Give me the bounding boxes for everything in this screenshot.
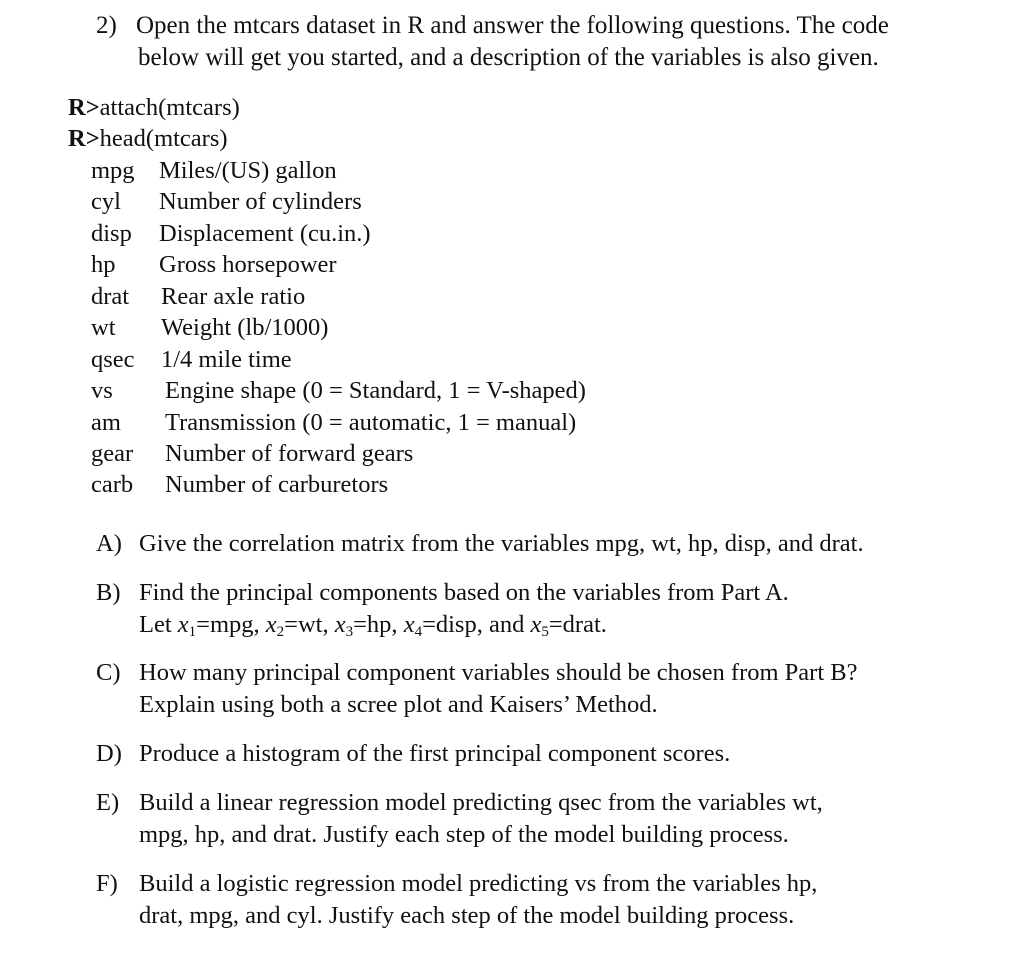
variable-assignment: =hp,: [353, 611, 404, 638]
variable-assignment: =wt,: [284, 611, 335, 638]
variable-assignment: =disp, and: [422, 611, 531, 638]
r-command-head: [68, 123, 228, 155]
variable-description: Displacement (cu.in.): [159, 220, 371, 247]
question-text: Explain using both a scree plot and Kaisers’ Method.: [139, 691, 658, 718]
problem-intro-line-1: Open the mtcars dataset in R and answer the following questions. The code: [136, 12, 889, 39]
question-text: mpg, hp, and drat. Justify each step of the model building process.: [139, 821, 789, 848]
r-command-attach: [68, 92, 240, 124]
question-letter: E): [96, 789, 120, 816]
r-command-text: head(mtcars): [99, 125, 228, 152]
variable-name: hp: [91, 251, 116, 278]
variable-name: wt: [91, 314, 116, 341]
variable-symbol: x: [530, 611, 542, 638]
variable-description: Number of carburetors: [165, 471, 389, 498]
question-text: drat, mpg, and cyl. Justify each step of the model building process.: [139, 902, 795, 929]
variable-name: vs: [91, 377, 113, 404]
variable-description: Miles/(US) gallon: [159, 157, 337, 184]
variable-name: drat: [91, 283, 130, 310]
variable-description: 1/4 mile time: [161, 346, 292, 373]
variable-description: Weight (lb/1000): [161, 314, 329, 341]
variable-description: Rear axle ratio: [161, 283, 306, 310]
variable-subscript: 3: [345, 624, 354, 640]
variable-symbol: x: [265, 611, 277, 638]
question-letter: A): [96, 530, 122, 557]
variable-name: cyl: [91, 188, 121, 215]
variable-subscript: 1: [188, 624, 197, 640]
question-text: Build a linear regression model predicting qsec from the variables wt,: [139, 789, 823, 816]
variable-subscript: 2: [276, 624, 285, 640]
problem-number: 2): [96, 12, 117, 39]
variable-subscript: 5: [541, 624, 549, 640]
variable-symbol: x: [177, 611, 189, 638]
question-text: Produce a histogram of the first principal component scores.: [139, 740, 731, 767]
variable-assignment: =drat.: [548, 611, 607, 638]
variable-symbol: x: [403, 611, 415, 638]
question-text: How many principal component variables should be chosen from Part B?: [139, 659, 858, 686]
question-variable-definitions: [139, 609, 607, 641]
variable-symbol: x: [334, 611, 346, 638]
variable-assignment: =mpg,: [196, 611, 266, 638]
variable-description: Number of forward gears: [165, 440, 414, 467]
question-text: Find the principal components based on the variables from Part A.: [139, 579, 789, 606]
question-text: Build a logistic regression model predicting vs from the variables hp,: [139, 870, 818, 897]
variable-description: Gross horsepower: [159, 251, 337, 278]
question-letter: D): [96, 740, 122, 767]
question-letter: B): [96, 579, 121, 606]
variable-description: Number of cylinders: [159, 188, 362, 215]
variable-name: disp: [91, 220, 132, 247]
problem-intro-line-2: below will get you started, and a description of the variables is also given.: [138, 44, 879, 71]
variable-name: qsec: [91, 346, 135, 373]
question-letter: F): [96, 870, 118, 897]
variable-name: am: [91, 409, 121, 436]
variable-name: gear: [91, 440, 134, 467]
r-command-text: attach(mtcars): [99, 94, 240, 121]
variable-description: Engine shape (0 = Standard, 1 = V-shaped): [165, 377, 586, 404]
r-prompt: R>: [68, 125, 100, 152]
variable-name: carb: [91, 471, 134, 498]
variable-name: mpg: [91, 157, 135, 184]
let-prefix: Let: [139, 611, 178, 638]
variable-subscript: 4: [414, 624, 423, 640]
question-letter: C): [96, 659, 121, 686]
question-text: Give the correlation matrix from the variables mpg, wt, hp, disp, and drat.: [139, 530, 864, 557]
variable-description: Transmission (0 = automatic, 1 = manual): [165, 409, 577, 436]
r-prompt: R>: [68, 94, 100, 121]
